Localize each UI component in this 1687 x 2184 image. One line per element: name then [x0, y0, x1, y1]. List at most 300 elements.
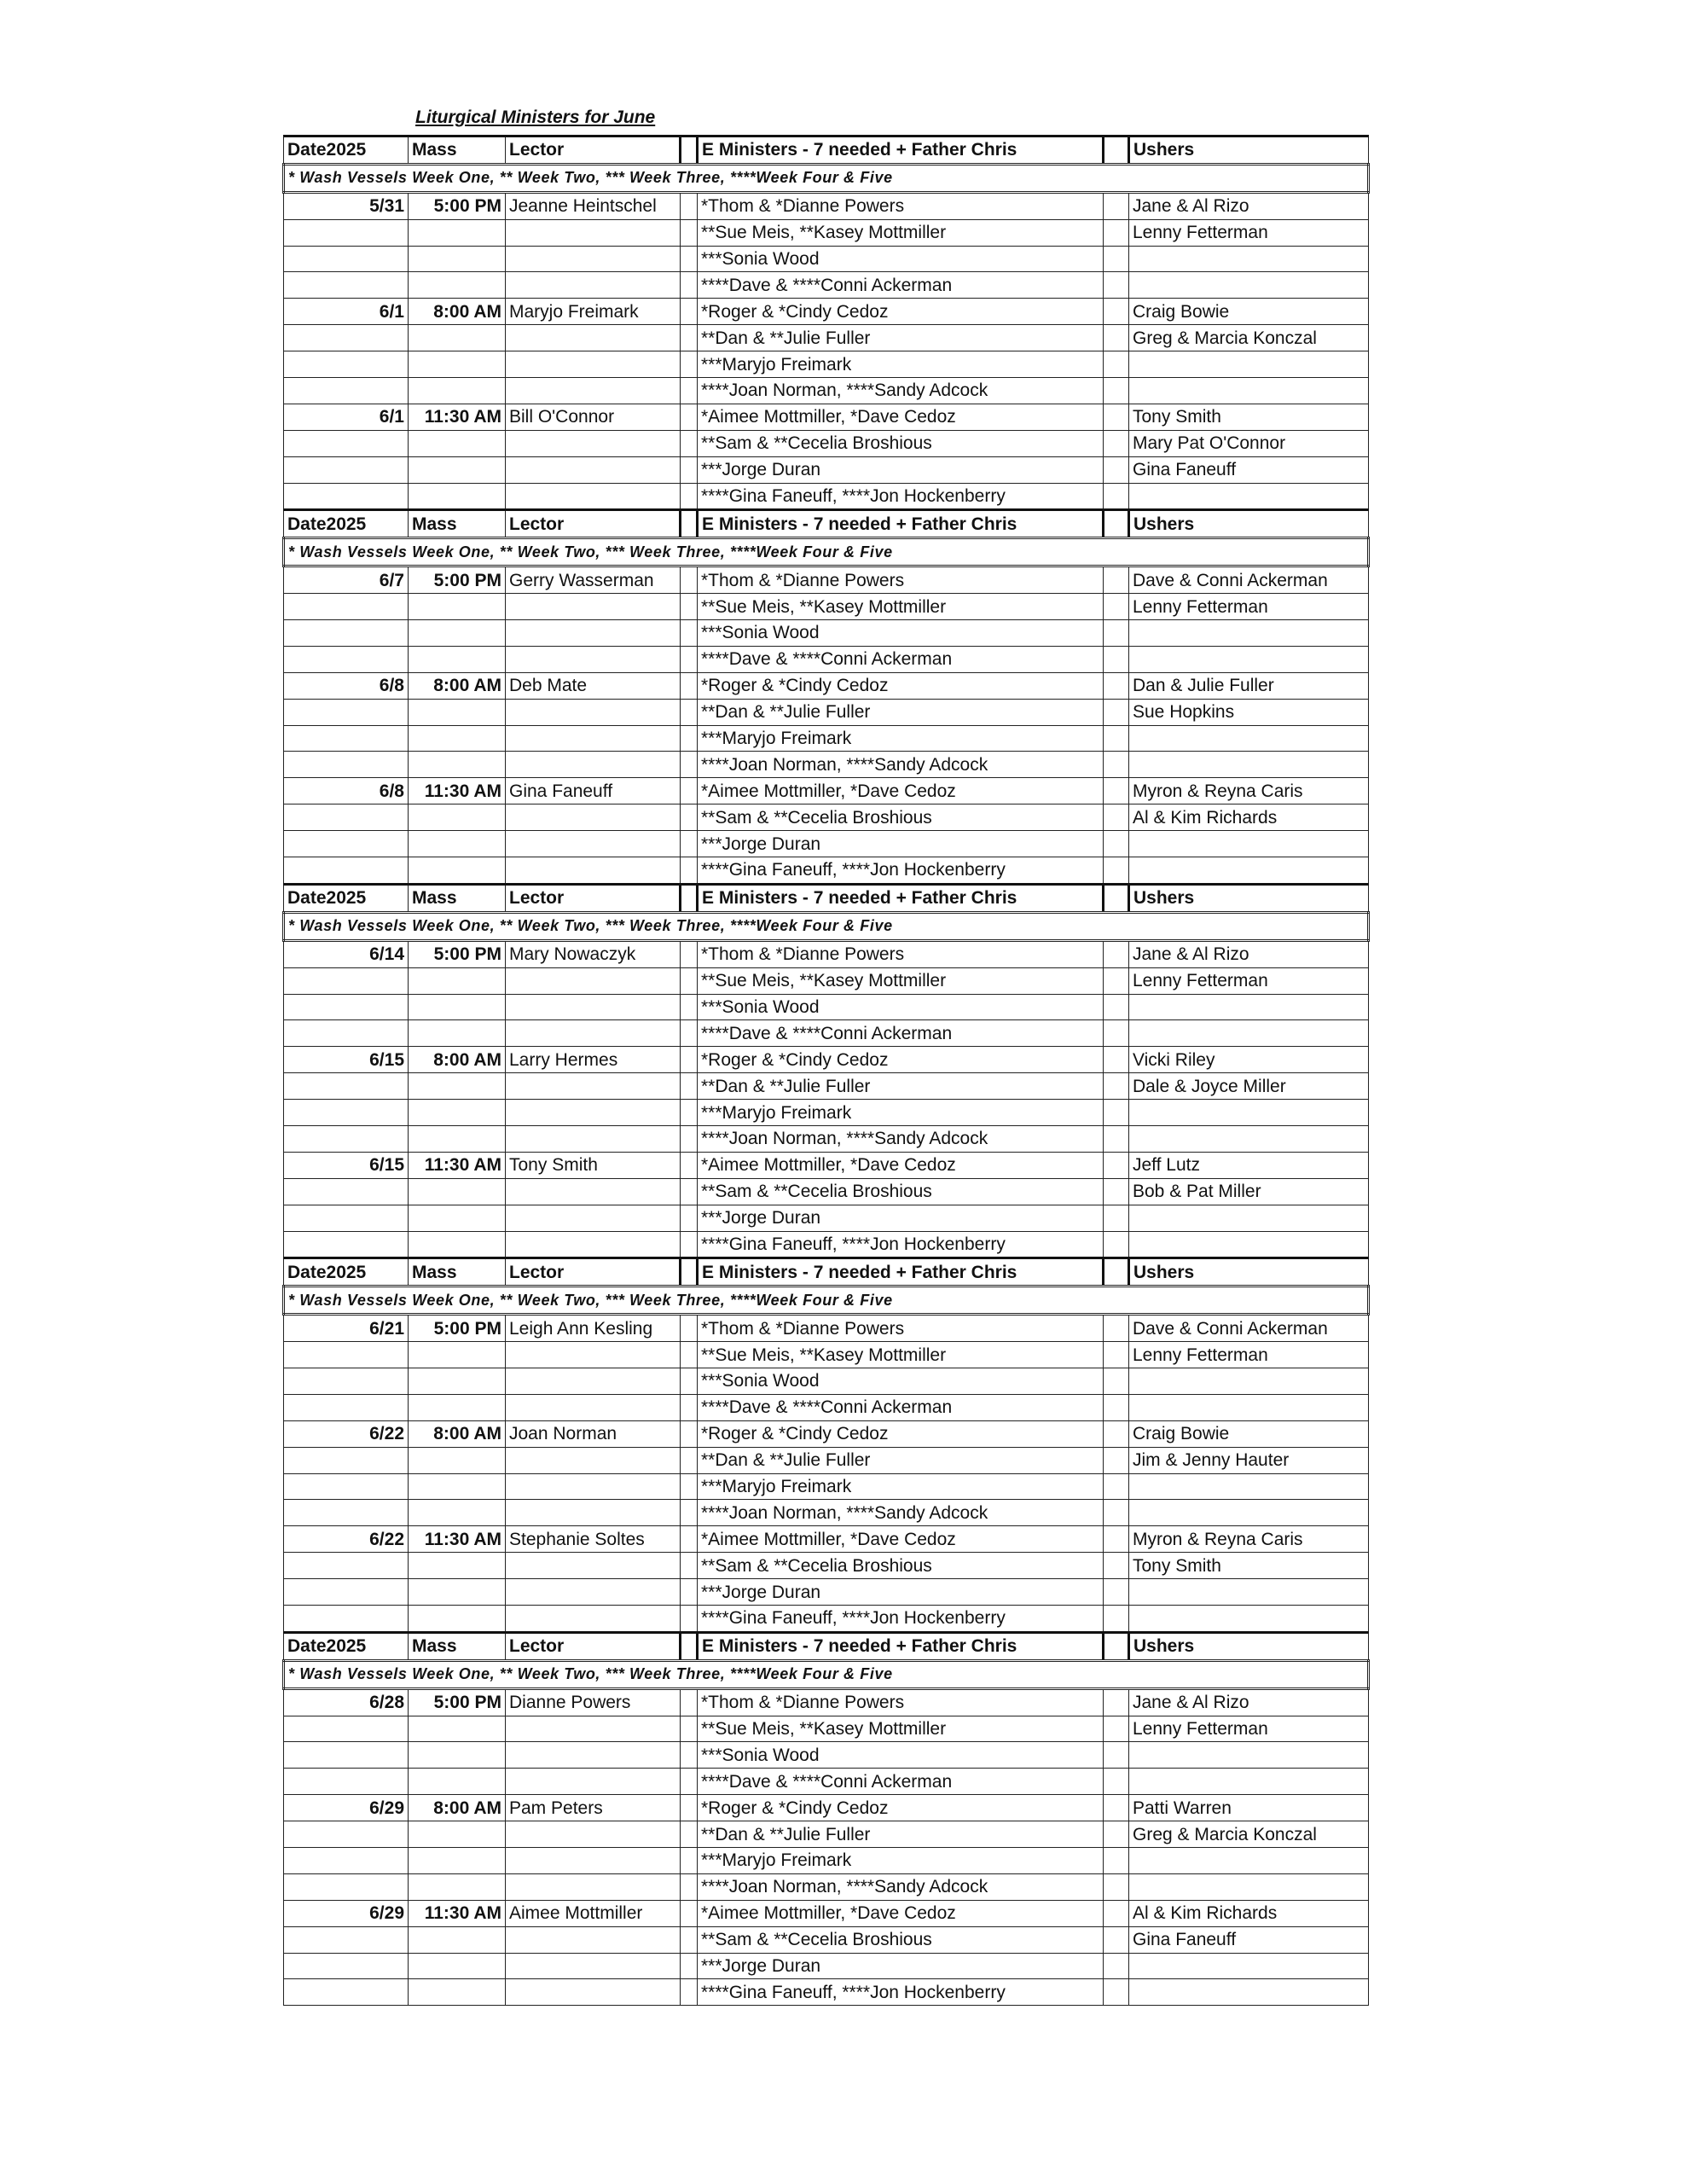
spacer-cell [681, 1368, 698, 1394]
lector-cell [506, 699, 681, 725]
lector-cell [506, 1447, 681, 1473]
mass-time-cell [409, 620, 506, 647]
date-cell [284, 246, 409, 272]
header-eministers: E Ministers - 7 needed + Father Chris [698, 884, 1104, 912]
table-row [284, 778, 1369, 804]
usher-cell: Craig Bowie [1129, 299, 1369, 325]
eminister-cell: ***Jorge Duran [698, 831, 1104, 857]
lector-cell [506, 1979, 681, 2006]
lector-cell [506, 620, 681, 647]
date-cell [284, 1100, 409, 1126]
eminister-cell: ***Sonia Wood [698, 246, 1104, 272]
spacer-cell [681, 1605, 698, 1632]
usher-cell: Jeff Lutz [1129, 1152, 1369, 1178]
date-cell [284, 1125, 409, 1152]
lector-cell: Larry Hermes [506, 1047, 681, 1073]
header-eministers: E Ministers - 7 needed + Father Chris [698, 1632, 1104, 1660]
eminister-cell: **Sam & **Cecelia Broshious [698, 1553, 1104, 1579]
mass-time-cell [409, 1873, 506, 1900]
date-cell: 6/1 [284, 404, 409, 430]
spacer-cell [1104, 699, 1129, 725]
table-row [284, 1020, 1369, 1047]
wash-vessels-note: * Wash Vessels Week One, ** Week Two, *** Week Three, ****Week Four & Five [284, 538, 1369, 566]
date-cell [284, 272, 409, 299]
spacer-cell [1104, 1500, 1129, 1526]
date-cell [284, 1394, 409, 1420]
header-mass: Mass [409, 1258, 506, 1287]
spacer-cell [681, 857, 698, 885]
spacer-cell [681, 1100, 698, 1126]
usher-cell: Dave & Conni Ackerman [1129, 1315, 1369, 1342]
spacer-cell [1104, 620, 1129, 647]
eminister-cell: **Dan & **Julie Fuller [698, 1073, 1104, 1100]
date-cell [284, 1716, 409, 1742]
mass-time-cell [409, 994, 506, 1020]
date-cell [284, 1342, 409, 1368]
eminister-cell: ****Gina Faneuff, ****Jon Hockenberry [698, 857, 1104, 885]
mass-time-cell [409, 272, 506, 299]
lector-cell [506, 325, 681, 351]
spacer-cell [681, 1447, 698, 1473]
eminister-cell: **Sue Meis, **Kasey Mottmiller [698, 594, 1104, 620]
usher-cell [1129, 351, 1369, 378]
usher-cell: Lenny Fetterman [1129, 1716, 1369, 1742]
eminister-cell: ***Jorge Duran [698, 1953, 1104, 1979]
lector-cell [506, 1073, 681, 1100]
spacer-cell [1104, 1821, 1129, 1848]
lector-cell: Joan Norman [506, 1420, 681, 1447]
document-title: Liturgical Ministers for June [415, 107, 656, 127]
eminister-cell: ***Maryjo Freimark [698, 351, 1104, 378]
lector-cell [506, 219, 681, 246]
mass-time-cell [409, 831, 506, 857]
spacer-cell [1104, 1047, 1129, 1073]
spacer-cell [1104, 1125, 1129, 1152]
date-cell [284, 1769, 409, 1795]
spacer-cell [681, 430, 698, 456]
spacer-cell [1104, 967, 1129, 994]
table-row [284, 1873, 1369, 1900]
spacer-cell [681, 299, 698, 325]
date-cell [284, 752, 409, 778]
spacer-cell [681, 594, 698, 620]
spacer-cell [1104, 1020, 1129, 1047]
header-spacer [681, 136, 698, 165]
eminister-cell: *Roger & *Cindy Cedoz [698, 672, 1104, 699]
spacer-cell [681, 1900, 698, 1926]
spacer-cell [681, 620, 698, 647]
usher-cell: Tony Smith [1129, 1553, 1369, 1579]
table-row [284, 1500, 1369, 1526]
table-row [284, 1205, 1369, 1231]
header-lector: Lector [506, 510, 681, 538]
mass-time-cell [409, 1500, 506, 1526]
eminister-cell: ****Dave & ****Conni Ackerman [698, 1020, 1104, 1047]
eminister-cell: **Sue Meis, **Kasey Mottmiller [698, 1342, 1104, 1368]
mass-time-cell [409, 219, 506, 246]
spacer-cell [1104, 646, 1129, 672]
table-row [284, 430, 1369, 456]
spacer-cell [681, 325, 698, 351]
eminister-cell: ****Gina Faneuff, ****Jon Hockenberry [698, 1605, 1104, 1632]
lector-cell [506, 1926, 681, 1953]
spacer-cell [1104, 1926, 1129, 1953]
spacer-cell [681, 1500, 698, 1526]
eminister-cell: **Sue Meis, **Kasey Mottmiller [698, 219, 1104, 246]
eminister-cell: **Dan & **Julie Fuller [698, 1447, 1104, 1473]
wash-vessels-note-row [284, 1660, 1369, 1688]
eminister-cell: **Dan & **Julie Fuller [698, 699, 1104, 725]
schedule-table [282, 135, 1370, 2006]
usher-cell [1129, 378, 1369, 404]
usher-cell [1129, 1368, 1369, 1394]
mass-time-cell [409, 1394, 506, 1420]
mass-time-cell [409, 1579, 506, 1606]
spacer-cell [681, 699, 698, 725]
date-cell: 6/21 [284, 1315, 409, 1342]
date-cell [284, 1605, 409, 1632]
table-row [284, 566, 1369, 594]
eminister-cell: **Sam & **Cecelia Broshious [698, 430, 1104, 456]
usher-cell [1129, 620, 1369, 647]
eminister-cell: ***Maryjo Freimark [698, 725, 1104, 752]
mass-time-cell: 11:30 AM [409, 1152, 506, 1178]
spacer-cell [1104, 456, 1129, 483]
eminister-cell: ****Joan Norman, ****Sandy Adcock [698, 378, 1104, 404]
spacer-cell [681, 1579, 698, 1606]
date-cell [284, 1848, 409, 1874]
eminister-cell: *Roger & *Cindy Cedoz [698, 299, 1104, 325]
table-row [284, 1047, 1369, 1073]
eminister-cell: ****Joan Norman, ****Sandy Adcock [698, 1500, 1104, 1526]
spacer-cell [1104, 778, 1129, 804]
usher-cell [1129, 1394, 1369, 1420]
spacer-cell [681, 1742, 698, 1769]
spacer-cell [681, 192, 698, 219]
table-row [284, 1900, 1369, 1926]
spacer-cell [681, 967, 698, 994]
spacer-cell [681, 1205, 698, 1231]
eminister-cell: *Aimee Mottmiller, *Dave Cedoz [698, 1900, 1104, 1926]
usher-cell [1129, 1742, 1369, 1769]
usher-cell: Dan & Julie Fuller [1129, 672, 1369, 699]
eminister-cell: **Sam & **Cecelia Broshious [698, 1178, 1104, 1205]
spacer-cell [1104, 219, 1129, 246]
usher-cell [1129, 1205, 1369, 1231]
usher-cell: Mary Pat O'Connor [1129, 430, 1369, 456]
spacer-cell [1104, 1100, 1129, 1126]
lector-cell: Gina Faneuff [506, 778, 681, 804]
usher-cell: Al & Kim Richards [1129, 804, 1369, 831]
spacer-cell [1104, 994, 1129, 1020]
spacer-cell [1104, 1795, 1129, 1821]
lector-cell [506, 351, 681, 378]
usher-cell [1129, 725, 1369, 752]
table-row [284, 831, 1369, 857]
spacer-cell [1104, 192, 1129, 219]
mass-time-cell: 5:00 PM [409, 566, 506, 594]
mass-time-cell [409, 1178, 506, 1205]
mass-time-cell [409, 725, 506, 752]
date-cell [284, 1368, 409, 1394]
spacer-cell [1104, 1716, 1129, 1742]
table-row [284, 483, 1369, 510]
spacer-cell [1104, 1953, 1129, 1979]
usher-cell [1129, 272, 1369, 299]
usher-cell [1129, 1873, 1369, 1900]
usher-cell [1129, 1769, 1369, 1795]
mass-time-cell: 8:00 AM [409, 299, 506, 325]
usher-cell: Dave & Conni Ackerman [1129, 566, 1369, 594]
usher-cell [1129, 1979, 1369, 2006]
spacer-cell [1104, 1769, 1129, 1795]
spacer-cell [1104, 378, 1129, 404]
mass-time-cell: 8:00 AM [409, 672, 506, 699]
table-row [284, 1073, 1369, 1100]
eminister-cell: ****Dave & ****Conni Ackerman [698, 1769, 1104, 1795]
mass-time-cell [409, 246, 506, 272]
date-cell [284, 699, 409, 725]
mass-time-cell: 5:00 PM [409, 1315, 506, 1342]
date-cell [284, 456, 409, 483]
table-row [284, 672, 1369, 699]
header-row [284, 136, 1369, 165]
spacer-cell [681, 1420, 698, 1447]
eminister-cell: *Thom & *Dianne Powers [698, 192, 1104, 219]
header-date: Date2025 [284, 884, 409, 912]
date-cell [284, 219, 409, 246]
spacer-cell [681, 1526, 698, 1553]
date-cell [284, 1821, 409, 1848]
spacer-cell [1104, 299, 1129, 325]
eminister-cell: **Sam & **Cecelia Broshious [698, 804, 1104, 831]
eminister-cell: *Roger & *Cindy Cedoz [698, 1047, 1104, 1073]
table-row [284, 1315, 1369, 1342]
usher-cell: Tony Smith [1129, 404, 1369, 430]
date-cell: 6/8 [284, 672, 409, 699]
mass-time-cell: 5:00 PM [409, 1688, 506, 1716]
eminister-cell: ****Joan Norman, ****Sandy Adcock [698, 1125, 1104, 1152]
spacer-cell [681, 351, 698, 378]
usher-cell: Greg & Marcia Konczal [1129, 325, 1369, 351]
usher-cell: Lenny Fetterman [1129, 594, 1369, 620]
table-row [284, 1100, 1369, 1126]
spacer-cell [1104, 1205, 1129, 1231]
date-cell [284, 1231, 409, 1258]
spacer-cell [681, 1716, 698, 1742]
usher-cell: Jane & Al Rizo [1129, 940, 1369, 967]
spacer-cell [1104, 1873, 1129, 1900]
usher-cell: Vicki Riley [1129, 1047, 1369, 1073]
lector-cell [506, 646, 681, 672]
header-ushers: Ushers [1129, 1632, 1369, 1660]
mass-time-cell: 11:30 AM [409, 404, 506, 430]
table-row [284, 1688, 1369, 1716]
eminister-cell: ***Maryjo Freimark [698, 1100, 1104, 1126]
date-cell: 5/31 [284, 192, 409, 219]
spacer-cell [1104, 1848, 1129, 1874]
table-row [284, 994, 1369, 1020]
date-cell [284, 594, 409, 620]
date-cell [284, 1979, 409, 2006]
lector-cell [506, 1579, 681, 1606]
date-cell [284, 1873, 409, 1900]
eminister-cell: ****Dave & ****Conni Ackerman [698, 1394, 1104, 1420]
usher-cell [1129, 1579, 1369, 1606]
schedule-body [284, 136, 1369, 2006]
usher-cell: Sue Hopkins [1129, 699, 1369, 725]
usher-cell: Lenny Fetterman [1129, 219, 1369, 246]
header-lector: Lector [506, 1632, 681, 1660]
mass-time-cell [409, 1342, 506, 1368]
mass-time-cell: 5:00 PM [409, 940, 506, 967]
date-cell [284, 831, 409, 857]
date-cell [284, 620, 409, 647]
date-cell: 6/14 [284, 940, 409, 967]
date-cell [284, 967, 409, 994]
usher-cell: Gina Faneuff [1129, 1926, 1369, 1953]
table-row [284, 1605, 1369, 1632]
header-mass: Mass [409, 1632, 506, 1660]
lector-cell [506, 1605, 681, 1632]
mass-time-cell: 11:30 AM [409, 1526, 506, 1553]
eminister-cell: *Thom & *Dianne Powers [698, 1688, 1104, 1716]
table-row [284, 192, 1369, 219]
spacer-cell [1104, 1688, 1129, 1716]
spacer-cell [1104, 1073, 1129, 1100]
mass-time-cell [409, 1605, 506, 1632]
wash-vessels-note: * Wash Vessels Week One, ** Week Two, *** Week Three, ****Week Four & Five [284, 164, 1369, 192]
mass-time-cell [409, 857, 506, 885]
table-row [284, 1526, 1369, 1553]
spacer-cell [1104, 1342, 1129, 1368]
lector-cell [506, 1125, 681, 1152]
date-cell [284, 1500, 409, 1526]
lector-cell: Aimee Mottmiller [506, 1900, 681, 1926]
mass-time-cell [409, 483, 506, 510]
mass-time-cell [409, 1125, 506, 1152]
eminister-cell: ***Maryjo Freimark [698, 1848, 1104, 1874]
date-cell: 6/15 [284, 1047, 409, 1073]
spacer-cell [1104, 1231, 1129, 1258]
lector-cell: Leigh Ann Kesling [506, 1315, 681, 1342]
date-cell [284, 1205, 409, 1231]
table-row [284, 1979, 1369, 2006]
lector-cell [506, 378, 681, 404]
usher-cell [1129, 483, 1369, 510]
mass-time-cell [409, 594, 506, 620]
lector-cell: Stephanie Soltes [506, 1526, 681, 1553]
date-cell: 6/22 [284, 1420, 409, 1447]
lector-cell [506, 246, 681, 272]
lector-cell [506, 1953, 681, 1979]
mass-time-cell [409, 1231, 506, 1258]
mass-time-cell [409, 430, 506, 456]
spacer-cell [1104, 1447, 1129, 1473]
spacer-cell [681, 804, 698, 831]
header-mass: Mass [409, 510, 506, 538]
lector-cell [506, 994, 681, 1020]
header-spacer [681, 1632, 698, 1660]
date-cell [284, 1073, 409, 1100]
mass-time-cell: 8:00 AM [409, 1795, 506, 1821]
table-row [284, 299, 1369, 325]
header-ushers: Ushers [1129, 1258, 1369, 1287]
wash-vessels-note: * Wash Vessels Week One, ** Week Two, *** Week Three, ****Week Four & Five [284, 1287, 1369, 1315]
spacer-cell [681, 1821, 698, 1848]
mass-time-cell [409, 1769, 506, 1795]
mass-time-cell [409, 699, 506, 725]
spacer-cell [681, 831, 698, 857]
mass-time-cell: 5:00 PM [409, 192, 506, 219]
eminister-cell: ***Jorge Duran [698, 1205, 1104, 1231]
lector-cell: Pam Peters [506, 1795, 681, 1821]
header-lector: Lector [506, 1258, 681, 1287]
lector-cell [506, 1368, 681, 1394]
lector-cell [506, 1205, 681, 1231]
table-row [284, 1125, 1369, 1152]
usher-cell [1129, 831, 1369, 857]
usher-cell [1129, 1953, 1369, 1979]
eminister-cell: *Aimee Mottmiller, *Dave Cedoz [698, 778, 1104, 804]
header-row [284, 510, 1369, 538]
lector-cell [506, 967, 681, 994]
eminister-cell: *Aimee Mottmiller, *Dave Cedoz [698, 1526, 1104, 1553]
date-cell [284, 1926, 409, 1953]
spacer-cell [1104, 1526, 1129, 1553]
eminister-cell: ***Sonia Wood [698, 620, 1104, 647]
header-date: Date2025 [284, 1258, 409, 1287]
spacer-cell [681, 1342, 698, 1368]
table-row [284, 378, 1369, 404]
header-lector: Lector [506, 884, 681, 912]
usher-cell [1129, 1231, 1369, 1258]
spacer-cell [681, 778, 698, 804]
eminister-cell: *Thom & *Dianne Powers [698, 940, 1104, 967]
spacer-cell [1104, 1979, 1129, 2006]
spacer-cell [1104, 351, 1129, 378]
mass-time-cell [409, 646, 506, 672]
wash-vessels-note-row [284, 538, 1369, 566]
spacer-cell [681, 1769, 698, 1795]
date-cell [284, 1742, 409, 1769]
date-cell [284, 1553, 409, 1579]
spacer-cell [681, 1047, 698, 1073]
lector-cell [506, 1394, 681, 1420]
lector-cell [506, 272, 681, 299]
usher-cell: Patti Warren [1129, 1795, 1369, 1821]
spacer-cell [681, 1953, 698, 1979]
mass-time-cell: 8:00 AM [409, 1420, 506, 1447]
spacer-cell [1104, 1315, 1129, 1342]
header-mass: Mass [409, 136, 506, 165]
lector-cell [506, 1742, 681, 1769]
lector-cell [506, 483, 681, 510]
spacer-cell [681, 1231, 698, 1258]
lector-cell: Deb Mate [506, 672, 681, 699]
date-cell [284, 1447, 409, 1473]
spacer-cell [1104, 272, 1129, 299]
table-row [284, 351, 1369, 378]
usher-cell: Craig Bowie [1129, 1420, 1369, 1447]
spacer-cell [1104, 1553, 1129, 1579]
mass-time-cell [409, 1020, 506, 1047]
spacer-cell [681, 219, 698, 246]
usher-cell: Dale & Joyce Miller [1129, 1073, 1369, 1100]
spacer-cell [681, 1152, 698, 1178]
lector-cell: Maryjo Freimark [506, 299, 681, 325]
table-row [284, 219, 1369, 246]
